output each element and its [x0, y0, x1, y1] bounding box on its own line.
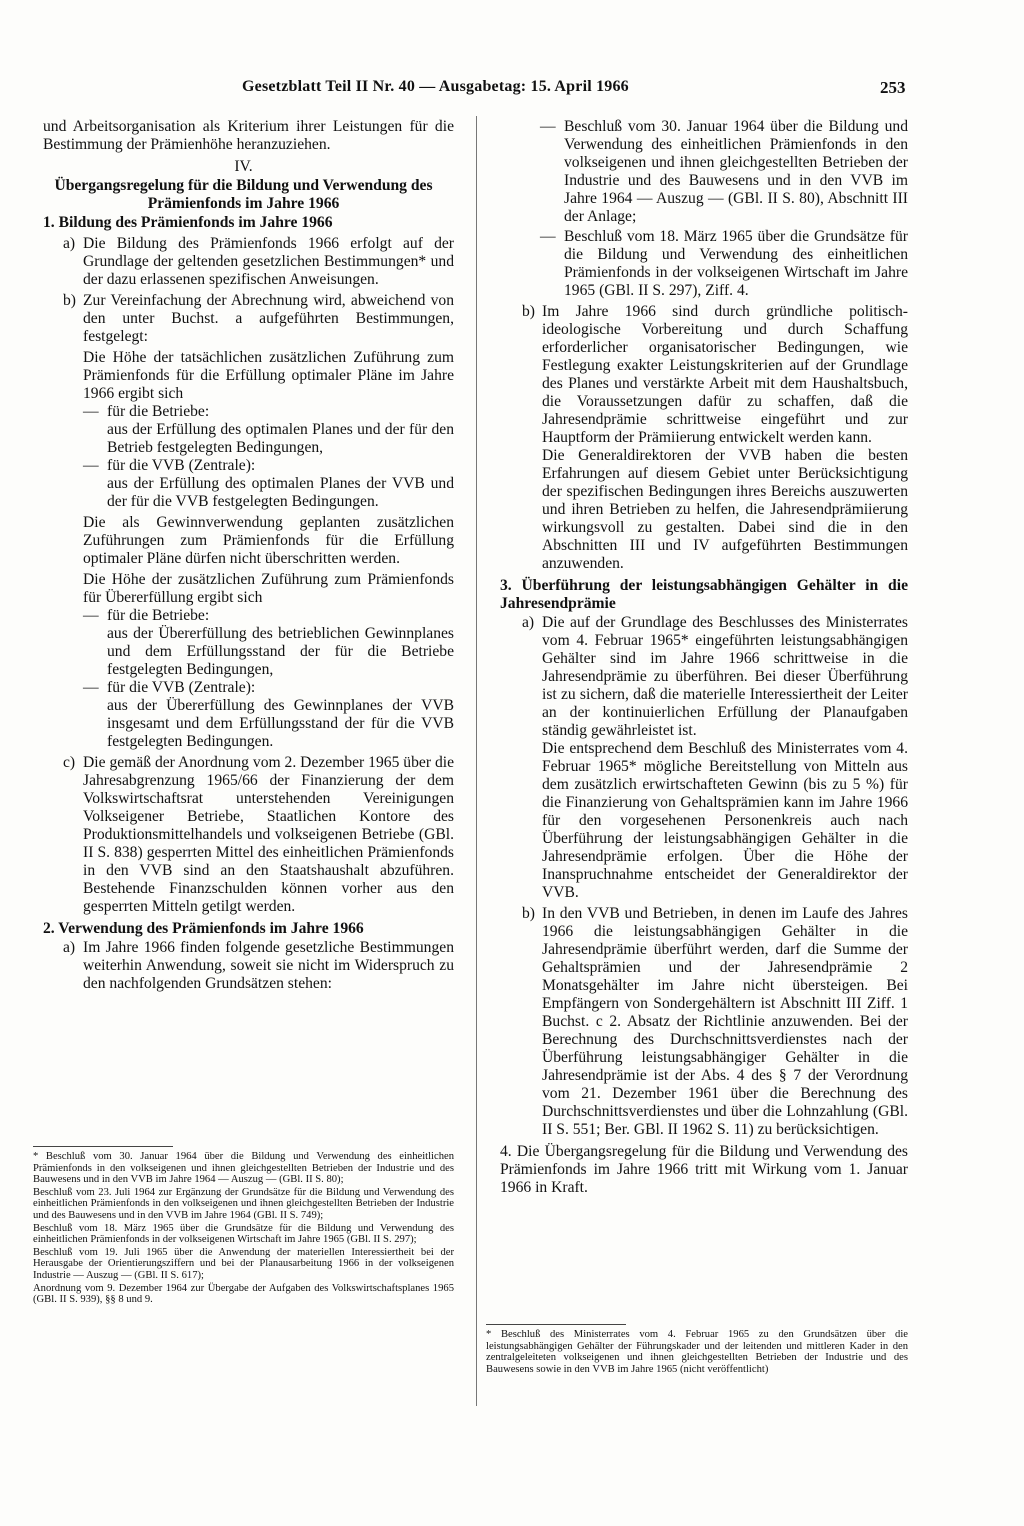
dash-item: — Beschluß vom 30. Januar 1964 über die Bildung und Verwendung des einheitlichen Prämienfonds in den volkseigenen und ihnen gleichgestellten Betrieben der Industrie und des Bauwesens und in den VVB im Jahre 1964 — Auszug — (GBl. II S. 80), Abschnitt III der Anlage;: [540, 118, 908, 225]
left-column: [33, 118, 454, 993]
left-footnotes: [33, 1140, 454, 1306]
dash-label: für die Betriebe:: [107, 607, 210, 624]
footnote: Anordnung vom 9. Dezember 1964 zur Übergabe der Aufgaben des Volkswirtschaftsplanes 1965 (GBl. II S. 939), §§ 8 und 9.: [33, 1282, 454, 1306]
item-text: Die Bildung des Prämienfonds 1966 erfolgt auf der Grundlage der geltenden gesetzlichen Bestimmungen* und der dazu erlassenen spezifischen Anweisungen.: [83, 235, 454, 288]
dash-label: für die VVB (Zentrale):: [107, 679, 256, 696]
right-footnotes: [486, 1318, 908, 1375]
dash-text: Beschluß vom 30. Januar 1964 über die Bildung und Verwendung des einheitlichen Prämienfonds in den volkseigenen und ihnen gleichgestellten Betrieben der Industrie und des Bauwesens und in den VVB im Jahre 1964 — Auszug — (GBl. II S. 80), Abschnitt III der Anlage;: [564, 118, 908, 225]
right-column: [500, 118, 908, 1197]
running-header: Gesetzblatt Teil II Nr. 40 — Ausgabetag: 15. April 1966: [242, 78, 629, 95]
paragraph: Die als Gewinnverwendung geplanten zusätzlichen Zuführungen zum Prämienfonds für die Erfüllung optimaler Pläne dürfen nicht überschritten werden.: [83, 514, 454, 567]
paragraph: Die Höhe der tatsächlichen zusätzlichen Zuführung zum Prämienfonds für die Erfüllung optimaler Pläne im Jahre 1966 ergibt sich: [83, 349, 454, 402]
item-label: b): [522, 905, 535, 922]
subsection-2-title: 2. Verwendung des Prämienfonds im Jahre 1966: [43, 920, 364, 937]
intro-paragraph: und Arbeitsorganisation als Kriterium ihrer Leistungen für die Bestimmung der Prämienhöhe heranzuziehen.: [43, 118, 454, 153]
footnote: * Beschluß vom 30. Januar 1964 über die Bildung und Verwendung des einheitlichen Prämienfonds in den volkseigenen und ihnen gleichgestellten Betrieben der Industrie und des Bauwesens und in den VVB im Jahre 1964 — Auszug — (GBl. II S. 80);: [33, 1151, 454, 1186]
paragraph: Die entsprechend dem Beschluß des Ministerrates vom 4. Februar 1965* mögliche Bereitstellung von Mitteln aus dem zusätzlich erwirtschafteten Gewinn (bis zu 5 %) für die Finanzierung von Gehaltsprämien kann im Jahre 1966 für den vorgesehenen Personenkreis auch nach Überführung der leistungsabhängigen Gehälter in die Jahresendprämie erfolgen. Über die Höhe der Inanspruchnahme entscheidet der Generaldirektor der VVB.: [542, 740, 908, 901]
dash-item: — Beschluß vom 18. März 1965 über die Grundsätze für die Bildung und Verwendung des einheitlichen Prämienfonds in der volkseigenen Wirtschaft im Jahre 1965 (GBl. II S. 297), Ziff. 4.: [540, 228, 908, 299]
section-number: IV.: [234, 158, 253, 175]
dash-label: für die Betriebe:: [107, 403, 210, 420]
section-title: Übergangsregelung für die Bildung und Verwendung des Prämienfonds im Jahre 1966: [54, 177, 433, 212]
item-3b: [500, 905, 908, 1139]
subsection-1-title: 1. Bildung des Prämienfonds im Jahre 1966: [43, 214, 333, 231]
item-2b: [500, 303, 908, 573]
page-number: 253: [880, 78, 906, 97]
subsection-4: 4. Die Übergangsregelung für die Bildung und Verwendung des Prämienfonds im Jahre 1966 tritt mit Wirkung vom 1. Januar 1966 in Kraft.: [500, 1143, 908, 1196]
footnote: * Beschluß des Ministerrates vom 4. Februar 1965 zu den Grundsätzen über die leistungsabhängigen Gehälter der Führungskader und der leitenden und mittleren Kader in den zentralgeleiteten volkseigenen und ihnen gleichgestellten Betrieben der Industrie und des Bauwesens sowie in den VVB im Jahre 1965 (nicht veröffentlicht): [486, 1329, 908, 1375]
footnote: Beschluß vom 23. Juli 1964 zur Ergänzung der Grundsätze für die Bildung und Verwendung des einheitlichen Prämienfonds in den volkseigenen und ihnen gleichgestellten Betrieben der Industrie und des Bauwesens und in den VVB im Jahre 1964 (GBl. II S. 749);: [33, 1186, 454, 1221]
item-label: a): [63, 939, 76, 956]
footnote-rule: [486, 1324, 626, 1325]
item-1a: [33, 235, 454, 289]
dash-item: — für die VVB (Zentrale): aus der Übererfüllung des Gewinnplanes der VVB insgesamt und dem Erfüllungsstand der für die VVB festgelegten Bedingungen.: [83, 679, 454, 750]
item-2a: [33, 939, 454, 993]
item-label: a): [63, 235, 76, 252]
item-label: b): [63, 292, 76, 309]
item-1b: [33, 292, 454, 751]
item-label: a): [522, 614, 535, 631]
dash-text: Beschluß vom 18. März 1965 über die Grundsätze für die Bildung und Verwendung des einheitlichen Prämienfonds in der volkseigenen Wirtschaft im Jahre 1965 (GBl. II S. 297), Ziff. 4.: [564, 228, 908, 299]
dash-text: aus der Übererfüllung des betrieblichen Gewinnplanes und dem Erfüllungsstand der für die Betriebe festgelegten Bedingungen,: [107, 625, 454, 678]
item-text: Im Jahre 1966 finden folgende gesetzliche Bestimmungen weiterhin Anwendung, soweit sie nicht im Widerspruch zu den nachfolgenden Grundsätzen stehen:: [83, 939, 454, 992]
item-label: b): [522, 303, 535, 320]
dash-text: aus der Übererfüllung des Gewinnplanes der VVB insgesamt und dem Erfüllungsstand der für die VVB festgelegten Bedingungen.: [107, 697, 454, 750]
item-text: Die auf der Grundlage des Beschlusses des Ministerrates vom 4. Februar 1965* eingeführten leistungsabhängigen Gehälter sind im Jahre 1966 schrittweise in die Jahresendprämie zu überführen. Bei dieser Überführung ist zu sichern, daß die materielle Interessiertheit der Leiter an der kontinuierlichen Erfüllung der Planaufgaben ständig gewährleistet ist.: [542, 614, 908, 739]
dash-item: — für die VVB (Zentrale): aus der Erfüllung des optimalen Planes der VVB und der für die VVB festgelegten Bedingungen.: [83, 457, 454, 510]
footnote-rule: [33, 1146, 173, 1147]
paragraph: Die Höhe der zusätzlichen Zuführung zum Prämienfonds für Übererfüllung ergibt sich: [83, 571, 454, 606]
dash-label: für die VVB (Zentrale):: [107, 457, 256, 474]
paragraph: Die Generaldirektoren der VVB haben die besten Erfahrungen auf diesem Gebiet unter Berücksichtigung der spezifischen Bedingungen ihres Bereichs auszuwerten und ihren Betrieben zu helfen, die Jahresendprämiierung wirkungsvoll zu gestalten. Dabei sind die in den Abschnitten III und IV aufgeführten Bestimmungen anzuwenden.: [542, 447, 908, 572]
footnote: Beschluß vom 19. Juli 1965 über die Anwendung der materiellen Interessiertheit bei der Herausgabe der Orientierungsziffern und bei der Planausarbeitung 1966 in der volkseigenen Industrie — Auszug — (GBl. II S. 617);: [33, 1246, 454, 1281]
dash-text: aus der Erfüllung des optimalen Planes und der für den Betrieb festgelegten Bedingungen,: [107, 421, 454, 456]
item-1c: [33, 754, 454, 916]
footnote: Beschluß vom 18. März 1965 über die Grundsätze für die Bildung und Verwendung des einheitlichen Prämienfonds in der volkseigenen Wirtschaft im Jahre 1965 (GBl. II S. 297);: [33, 1222, 454, 1246]
item-text: In den VVB und Betrieben, in denen im Laufe des Jahres 1966 die leistungsabhängigen Gehälter in die Jahresendprämie überführt werden, darf die Summe der Gehaltsprämien und der Jahresendprämie 2 Monatsgehälter im Jahre nicht übersteigen. Bei Empfängern von Sondergehältern ist Abschnitt III Ziff. 1 Buchst. c 2. Absatz der Richtlinie anzuwenden. Bei der Berechnung des Durchschnittsverdienstes nach der Überführung leistungsabhängiger Gehälter in die Jahresendprämie ist der Abs. 4 des § 7 der Verordnung vom 21. Dezember 1961 über die Berechnung des Durchschnittsverdienstes und über die Lohnzahlung (GBl. II S. 551; Ber. GBl. II 1962 S. 11) zu berücksichtigen.: [542, 905, 908, 1138]
item-text: Zur Vereinfachung der Abrechnung wird, abweichend von den unter Buchst. a aufgeführten Bestimmungen, festgelegt:: [83, 292, 454, 345]
dash-text: aus der Erfüllung des optimalen Planes der VVB und der für die VVB festgelegten Bedingungen.: [107, 475, 454, 510]
subsection-3-title: 3. Überführung der leistungsabhängigen Gehälter in die Jahresendprämie: [500, 577, 908, 612]
dash-item: — für die Betriebe: aus der Erfüllung des optimalen Planes und der für den Betrieb festgelegten Bedingungen,: [83, 403, 454, 456]
item-text: Im Jahre 1966 sind durch gründliche politisch-ideologische Vorbereitung und durch Schaffung erforderlicher organisatorischer Bedingungen, wie Festlegung exakter Leistungskriterien auf der Grundlage des Planes und verstärkte Arbeit mit dem Haushaltsbuch, die Voraussetzungen dafür zu schaffen, daß die Jahresendprämie schrittweise eingeführt und zur Hauptform der Prämiierung entwickelt werden kann.: [542, 303, 908, 446]
item-3a: [500, 614, 908, 902]
column-divider: [476, 116, 477, 1406]
dash-item: — für die Betriebe: aus der Übererfüllung des betrieblichen Gewinnplanes und dem Erfüllungsstand der für die Betriebe festgelegten Bedingungen,: [83, 607, 454, 678]
item-label: c): [63, 754, 76, 771]
item-text: Die gemäß der Anordnung vom 2. Dezember 1965 über die Jahresabgrenzung 1965/66 der Finanzierung der dem Volkswirtschaftsrat unterstehenden Vereinigungen Volkseigener Betriebe, Staatlichen Kontore des Produktionsmittelhandels und volkseigenen Betriebe (GBl. II S. 838) gesperrten Mittel des einheitlichen Prämienfonds in den VVB sind an den Staatshaushalt abzuführen. Bestehende Finanzschulden können vorher aus den gesperrten Mitteln getilgt werden.: [83, 754, 454, 915]
